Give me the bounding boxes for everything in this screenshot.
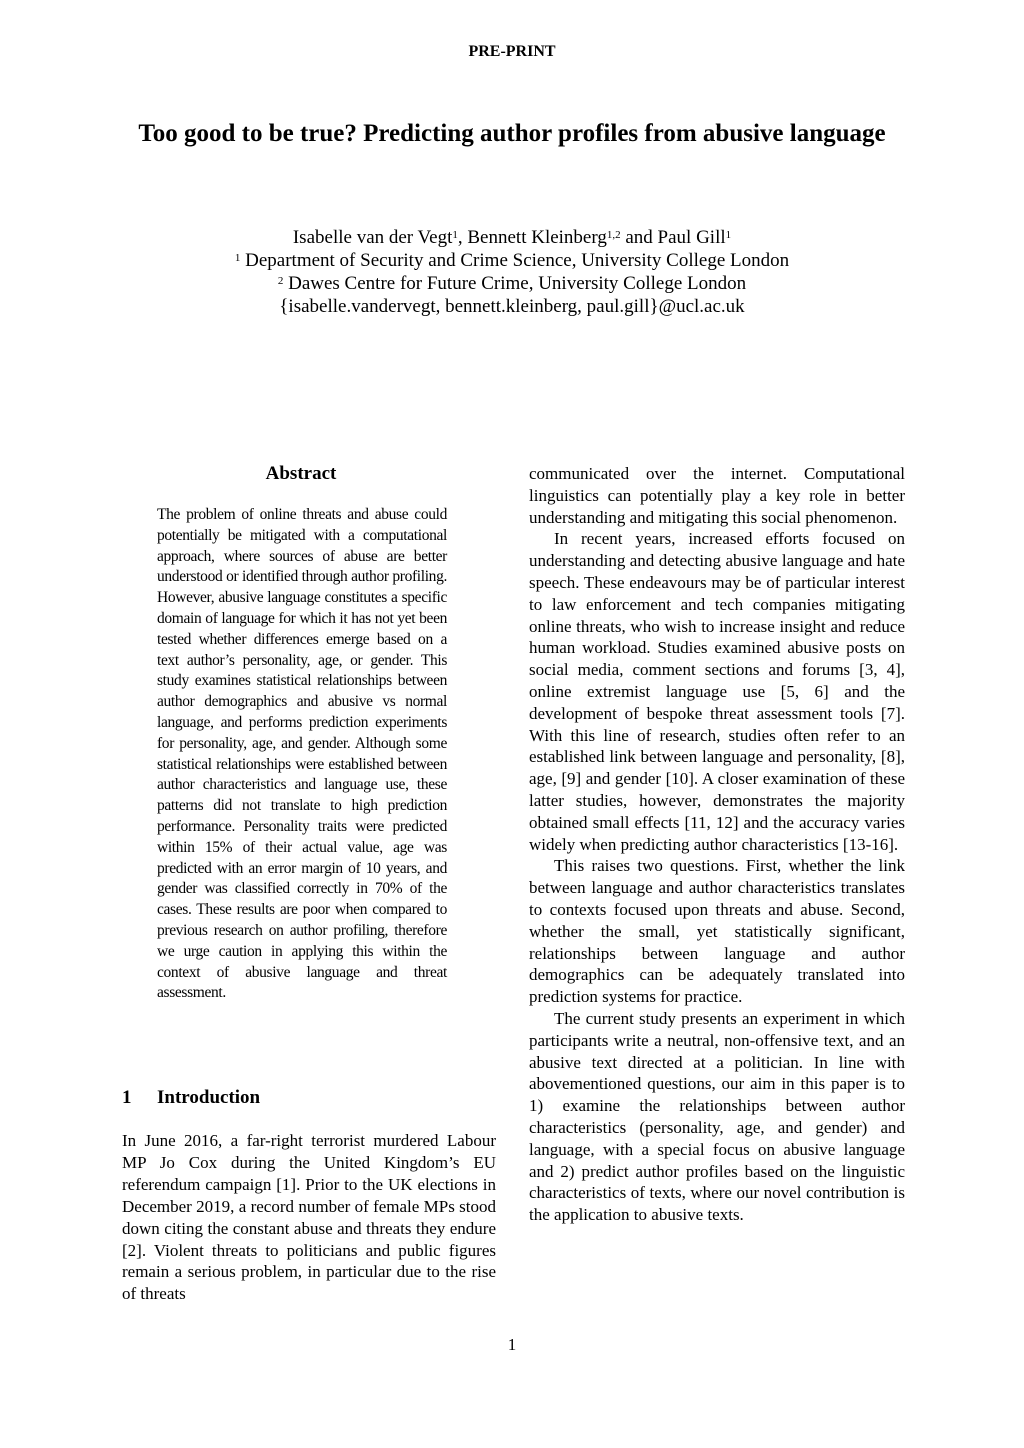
affiliation [0, 272, 1024, 295]
author-separator: , [457, 227, 468, 248]
author-separator: and [620, 227, 658, 248]
affiliation-marker: 2 [277, 275, 284, 287]
author-name: Bennett Kleinberg [467, 227, 607, 248]
author-list [0, 226, 1024, 249]
author-affiliation-marker: 1 [725, 229, 732, 241]
affiliation-text: Dawes Centre for Future Crime, University College London [283, 273, 747, 294]
right-column [529, 463, 905, 1226]
author-name: Isabelle van der Vegt [292, 227, 453, 248]
affiliation-text: Department of Security and Crime Science, University College London [240, 250, 790, 271]
introduction-paragraph: In June 2016, a far-right terrorist murdered Labour MP Jo Cox during the United Kingdom’s EU referendum campaign [1]. Prior to the UK elections in December 2019, a record number of female MPs stood down citing the constant abuse and threats they endure [2]. Violent threats to politicians and public figures remain a serious problem, in particular due to the rise of threats [122, 1131, 496, 1304]
author-affiliation-marker: 1,2 [606, 229, 621, 241]
paper-title: Too good to be true? Predicting author profiles from abusive language [138, 120, 886, 147]
author-name: Paul Gill [657, 227, 726, 248]
preprint-header: PRE-PRINT [468, 43, 556, 60]
author-affiliation-marker: 1 [452, 229, 458, 241]
page-number: 1 [507, 1335, 517, 1354]
abstract-body: The problem of online threats and abuse could potentially be mitigated with a computational approach, where sources of abuse are better understood or identified through author profiling. However, abusive language constitutes a specific domain of language for which it has not yet been tested whether differences emerge based on a text author’s personality, age, or gender. This study examines statistical relationships between author demographics and abusive vs normal language, and performs prediction experiments for personality, age, and gender. Although some statistical relationships were established between author characteristics and language use, these patterns did not translate to high prediction performance. Personality traits were predicted within 15% of their actual value, age was predicted with an error margin of 10 years, and gender was classified correctly in 70% of the cases. These results are poor when compared to previous research on author profiling, therefore we urge caution in applying this within the context of abusive language and threat assessment. [157, 506, 447, 1002]
introduction-paragraph: The current study presents an experiment in which participants write a neutral, non-offensive text, and an abusive text directed at a politician. In line with abovementioned questions, our aim in this paper is to 1) examine the relationships between author characteristics (personality, age, and gender) and language, with a special focus on abusive language and 2) predict author profiles based on the linguistic characteristics of texts, where our novel contribution is the application to abusive texts. [529, 1008, 905, 1225]
affiliation [0, 249, 1024, 272]
affiliation-marker: 1 [234, 252, 241, 264]
section-title: Introduction [157, 1087, 261, 1108]
introduction-paragraph: In recent years, increased efforts focused on understanding and detecting abusive language and hate speech. These endeavours may be of particular interest to law enforcement and tech companies mitigating online threats, who wish to increase insight and reduce human workload. Studies examined abusive posts on social media, comment sections and forums [3, 4], online extremist language use [5, 6] and the development of bespoke threat assessment tools [7]. With this line of research, studies often refer to an established link between language and personality, [8], age, [9] and gender [10]. A closer examination of these latter studies, however, demonstrates the majority obtained small effects [11, 12] and the accuracy varies widely when predicting author characteristics [13-16]. [529, 529, 905, 854]
author-emails: {isabelle.vandervegt, bennett.kleinberg, paul.gill}@ucl.ac.uk [279, 296, 745, 317]
introduction-paragraph: This raises two questions. First, whether the link between language and author characteristics translates to contexts focused upon threats and abuse. Second, whether the small, yet statistically significant, relationships between language and author demographics can be adequately translated into prediction systems for practice. [529, 856, 905, 1007]
section-heading-introduction [122, 1087, 260, 1109]
introduction-paragraph: communicated over the internet. Computational linguistics can potentially play a key role in better understanding and mitigating this social phenomenon. [529, 464, 905, 527]
abstract-heading: Abstract [265, 463, 337, 484]
section-number: 1 [122, 1087, 132, 1108]
